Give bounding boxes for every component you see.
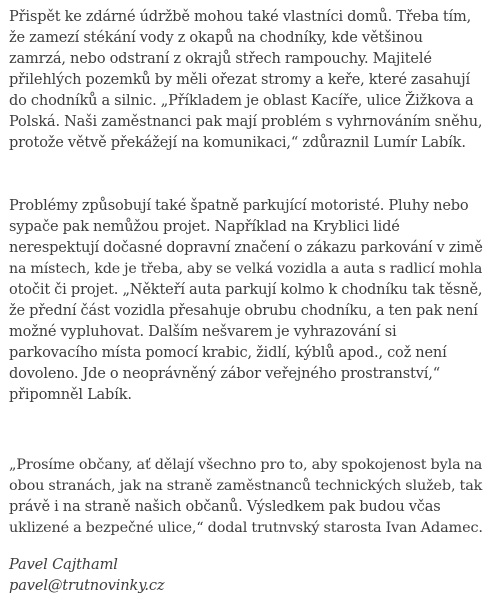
paragraph-line: otočit či projet. „Někteří auta parkují kolmo k chodníku tak těsně, xyxy=(9,282,483,298)
paragraph-line: připomněl Labík. xyxy=(9,387,132,403)
paragraph-line: Problémy způsobují také špatně parkující motoristé. Pluhy nebo xyxy=(9,198,469,214)
paragraph-line: obou stranách, jak na straně zaměstnanců technických služeb, tak xyxy=(9,478,483,494)
paragraph-line: „Prosíme občany, ať dělají všechno pro to, aby spokojenost byla na xyxy=(9,457,483,473)
paragraph xyxy=(9,455,485,539)
paragraph-line: Přispět ke zdárné údržbě mohou také vlastníci domů. Třeba tím, xyxy=(9,9,472,25)
paragraph-line: zamrzá, nebo odstraní z okrajů střech rampouchy. Majitelé xyxy=(9,51,432,67)
paragraph-line: na místech, kde je třeba, aby se velká vozidla a auta s radlicí mohla xyxy=(9,261,483,277)
paragraph-line: dovoleno. Jde o neoprávněný zábor veřejného prostranství,“ xyxy=(9,366,441,382)
author-name: Pavel Cajthaml xyxy=(9,556,118,573)
paragraph-line: uklizené a bezpečné ulice,“ dodal trutnvský starosta Ivan Adamec. xyxy=(9,520,483,536)
paragraph-line: parkovacího místa pomocí krabic, židlí, kýblů apod., což není xyxy=(9,345,447,361)
paragraph-line: nerespektují dočasné dopravní značení o zákazu parkování v zimě xyxy=(9,240,483,256)
author-signature xyxy=(9,554,164,596)
paragraph-line: přilehlých pozemků by měli ořezat stromy a keře, které zasahují xyxy=(9,72,470,88)
paragraph-line: sypače pak nemůžou projet. Například na Kryblici lidé xyxy=(9,219,400,235)
author-email: pavel@trutnovinky.cz xyxy=(9,577,165,594)
paragraph-line: Polská. Naši zaměstnanci pak mají problém s vyhrnováním sněhu, xyxy=(9,114,483,130)
paragraph-line: do chodníků a silnic. „Příkladem je oblast Kacíře, ulice Žižkova a xyxy=(9,93,474,109)
paragraph-line: že přední část vozidla přesahuje obrubu chodníku, a ten pak není xyxy=(9,303,478,319)
paragraph-line: že zamezí stékání vody z okapů na chodníky, kde většinou xyxy=(9,30,423,46)
paragraph-line: protože větvě překážejí na komunikaci,“ zdůraznil Lumír Labík. xyxy=(9,135,466,151)
paragraph-line: právě i na straně našich občanů. Výsledkem pak budou včas xyxy=(9,499,441,515)
paragraph xyxy=(9,7,485,154)
paragraph-line: možné vypluhovat. Dalším nešvarem je vyhrazování si xyxy=(9,324,397,340)
paragraph xyxy=(9,196,485,406)
